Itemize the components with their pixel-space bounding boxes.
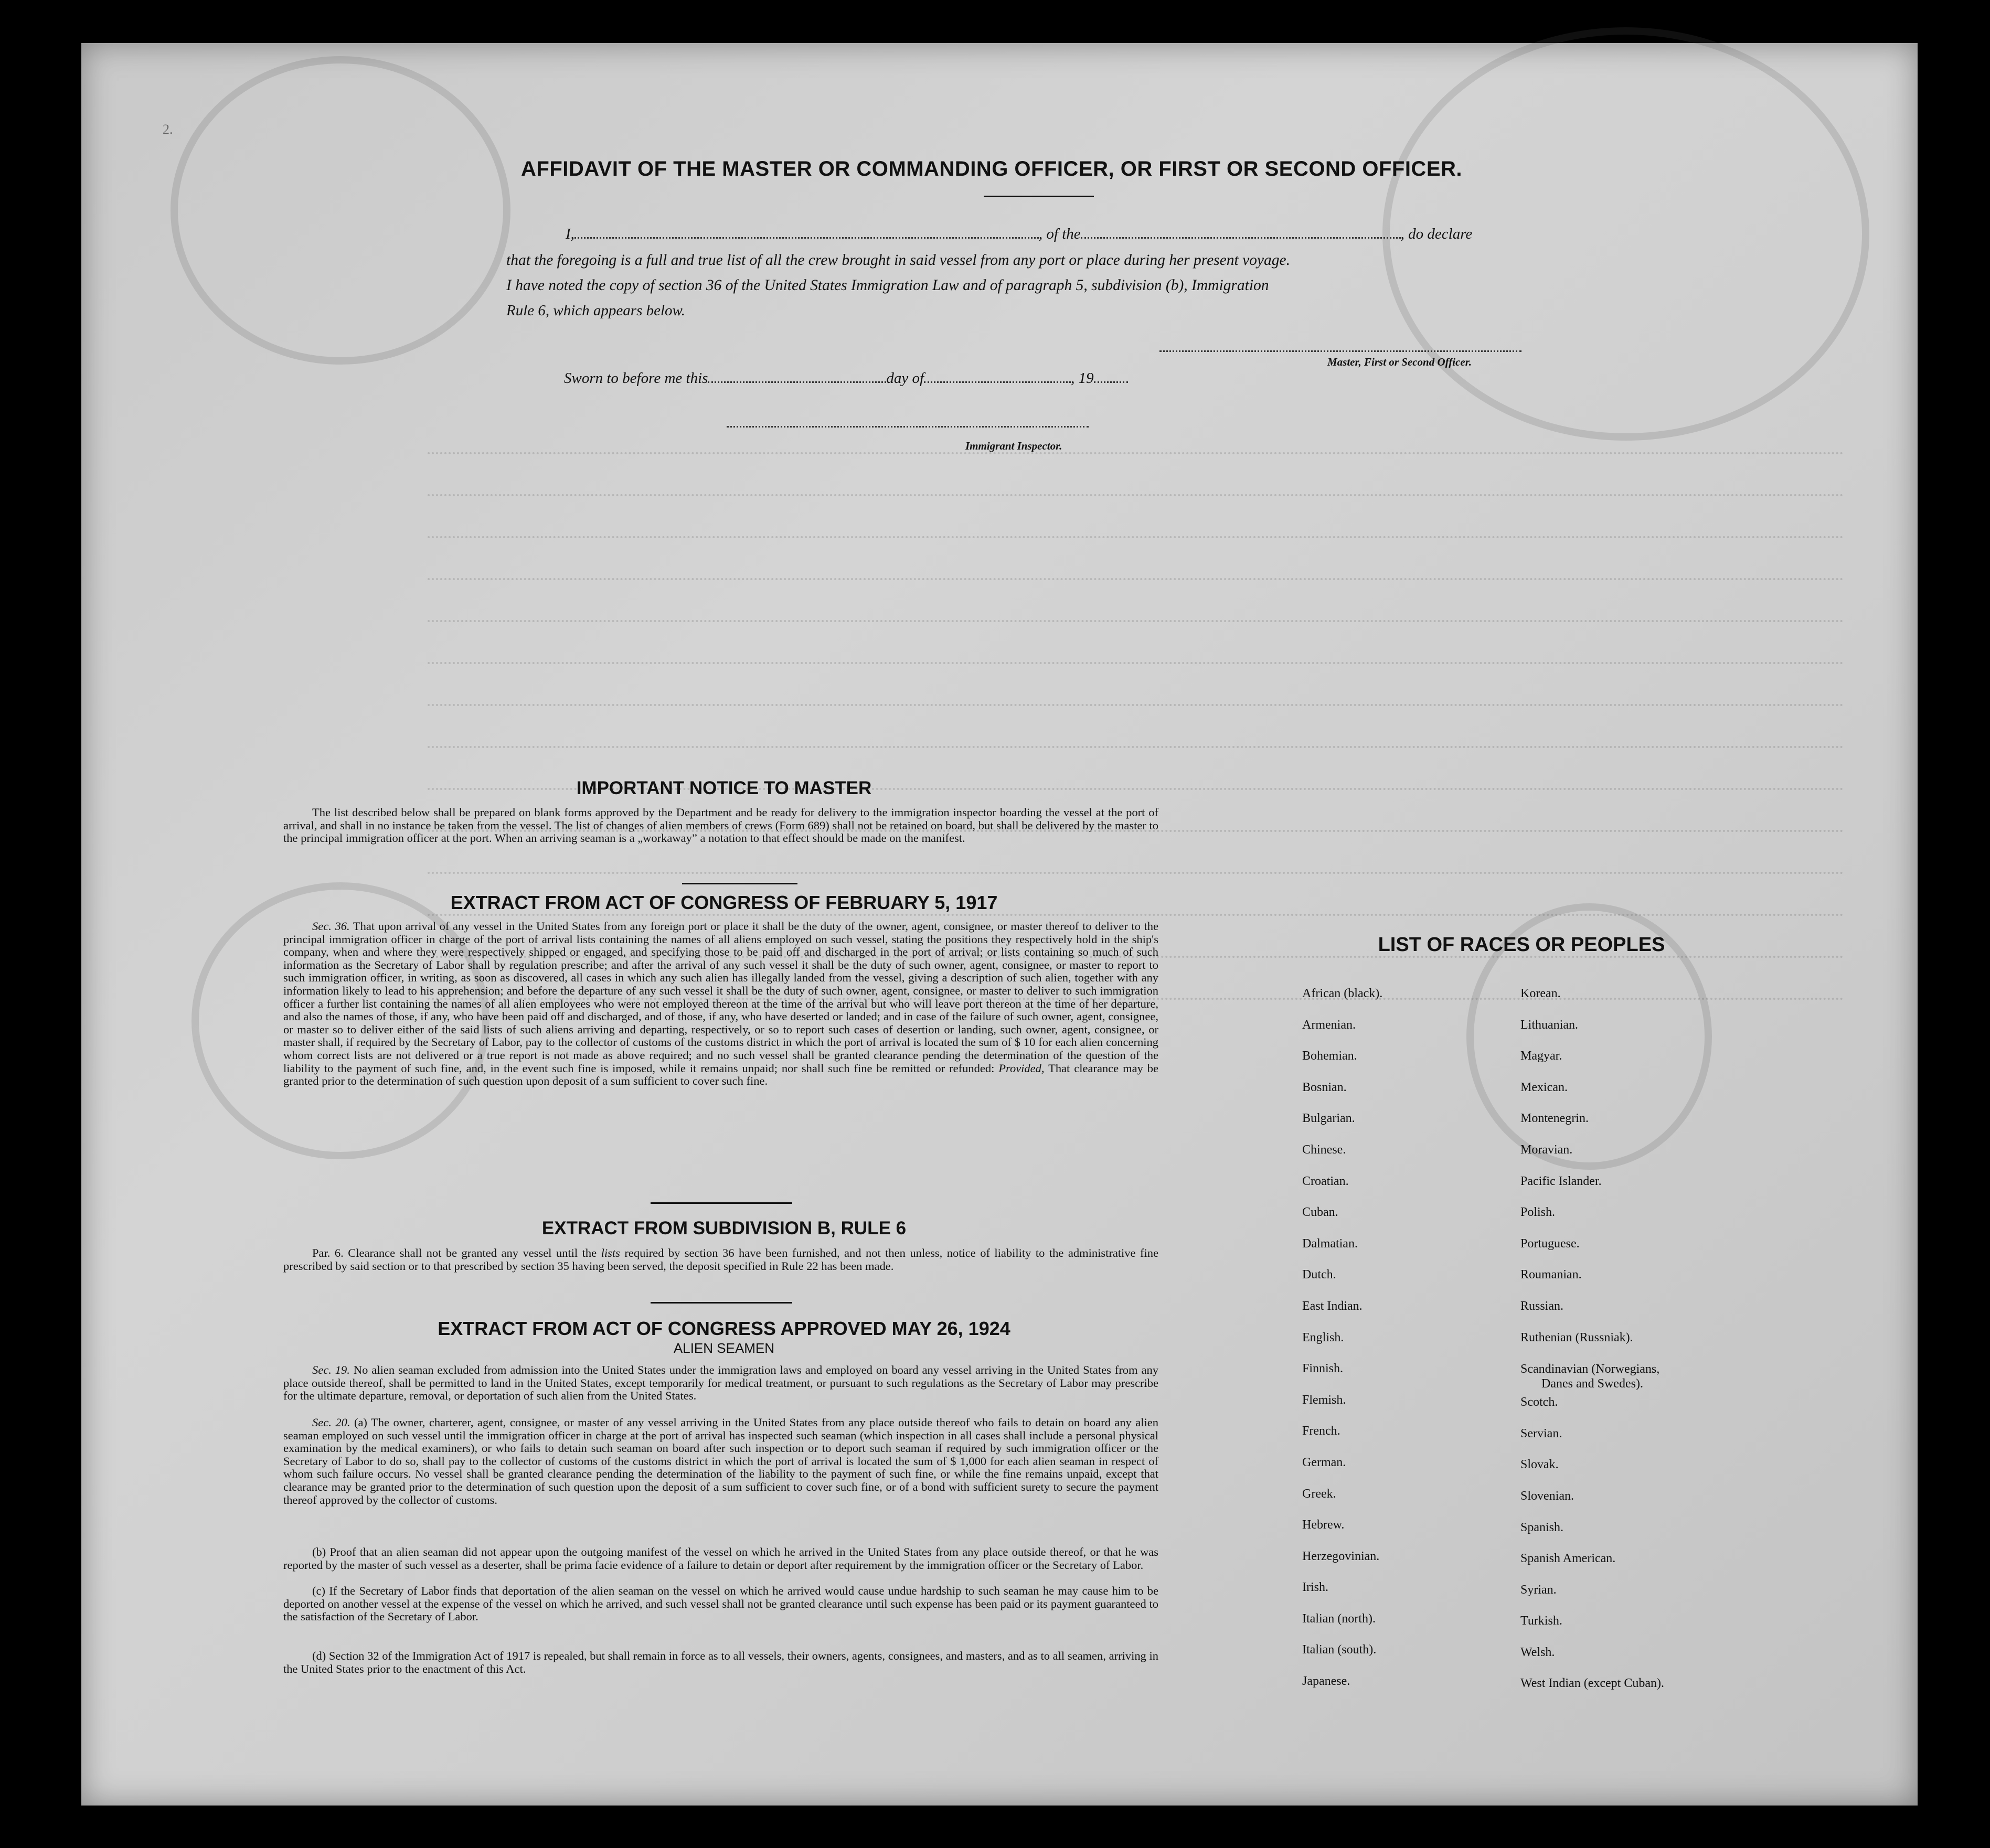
sec-20a-text: (a) The owner, charterer, agent, consignee, or master of any vessel arriving in the United States from any place outside thereof who fails to detain on board any alien seaman employed on such vessel until the immigration officer in charge at the port of arrival has inspected such seaman (which inspection in all cases shall include a personal physical examination by the medical examiners), or who fails to detain such seaman on board after such inspection or to deport such seaman if required by such immigration officer or the Secretary of Labor to do so, shall pay to the collector of customs of the customs district in which the port of arrival is located the sum of $ 1,000 for each alien seaman in respect of whom such failure occurs. No vessel shall be granted clearance pending the determination of the liability to the payment of such fine, or while the fine remains unpaid, except that clearance may be granted prior to the determination of such question upon the deposit of a sum sufficient to cover such fine, or of a bond with sufficient surety to secure the payment thereof approved by the collector of customs. <box>283 1416 1158 1507</box>
race-item: Scotch. <box>1520 1395 1558 1409</box>
signature-label: Master, First or Second Officer. <box>1327 356 1472 368</box>
race-item: Bohemian. <box>1302 1049 1357 1063</box>
affidavit-line-4: Rule 6, which appears below. <box>506 302 685 319</box>
act-1924-subheading: ALIEN SEAMEN <box>673 1340 775 1356</box>
affidavit-of-the: , of the <box>1038 226 1081 242</box>
inspector-label: Immigrant Inspector. <box>965 440 1062 452</box>
race-item: Moravian. <box>1520 1142 1573 1157</box>
race-item: Croatian. <box>1302 1174 1349 1188</box>
bleed-through-row <box>428 447 1844 454</box>
act-1917-sec-label: Sec. 36. <box>312 920 350 933</box>
act-1917-proviso: That clearance may be granted prior to the determination of such question upon deposit of a sum sufficient to cover such fine. <box>283 1061 1158 1088</box>
divider-3 <box>651 1302 792 1304</box>
bleed-through-row <box>428 489 1844 496</box>
rule-6-heading: EXTRACT FROM SUBDIVISION B, RULE 6 <box>541 1218 907 1238</box>
sec-20-label: Sec. 20. <box>312 1416 350 1429</box>
affidavit-line-2: that the foregoing is a full and true list of all the crew brought in said vessel from any port or place during her present voyage. <box>506 252 1290 269</box>
race-item: Herzegovinian. <box>1302 1549 1380 1563</box>
race-item: Lithuanian. <box>1520 1018 1578 1032</box>
sworn-year-blank[interactable] <box>1094 379 1128 383</box>
signature-line <box>1159 350 1521 352</box>
race-item: Slovak. <box>1520 1458 1559 1472</box>
bleed-through-row <box>428 699 1844 706</box>
sworn-day-blank[interactable] <box>708 379 886 383</box>
race-item: Flemish. <box>1302 1393 1346 1407</box>
sworn-line <box>564 370 1128 387</box>
bleed-through-row <box>428 573 1844 580</box>
races-heading: LIST OF RACES OR PEOPLES <box>1378 934 1665 956</box>
race-item: Ruthenian (Russniak). <box>1520 1330 1633 1344</box>
race-item: Syrian. <box>1520 1583 1557 1597</box>
race-item: Scandinavian (Norwegians, <box>1520 1362 1660 1376</box>
race-item: Finnish. <box>1302 1362 1344 1376</box>
race-item: Portuguese. <box>1520 1236 1580 1251</box>
race-item: West Indian (except Cuban). <box>1520 1676 1664 1691</box>
race-item: Spanish American. <box>1520 1552 1616 1566</box>
affidavit-line-1 <box>566 226 1472 243</box>
corner-pencil-mark: 2. <box>163 122 173 137</box>
race-item: Danes and Swedes). <box>1541 1377 1643 1391</box>
divider-2 <box>651 1202 792 1204</box>
bleed-through-row <box>428 741 1844 748</box>
notice-text: The list described below shall be prepared on blank forms approved by the Department and be ready for delivery to the immigration inspector boarding the vessel at the port of arrival, and shall in no instance be taken from the vessel. The list of changes of alien members of crews (Form 689) shall not be retained on board, but shall be delivered by the master to the principal immigration officer at the port. When an arriving seaman is a „workaway” a notation to that effect should be made on the manifest. <box>283 806 1158 845</box>
race-item: Spanish. <box>1520 1520 1564 1534</box>
race-item: Turkish. <box>1520 1614 1562 1628</box>
races-column-2 <box>1520 978 1664 1700</box>
race-item: Dutch. <box>1302 1268 1336 1282</box>
race-item: Italian (south). <box>1302 1643 1377 1657</box>
race-item: Irish. <box>1302 1580 1328 1595</box>
act-1917-body: That upon arrival of any vessel in the United States from any foreign port or place it shall be the duty of the owner, agent, consignee, or master thereof to deliver to the principal immigration officer in charge of the port of arrival lists containing the names of all aliens employed on such vessel, stating the positions they respectively hold in the ship's company, when and where they were respectively shipped or engaged, and specifying those to be paid off and discharged in the port of arrival; or lists containing so much of such information as the Secretary of Labor shall by regulation prescribe; and after the arrival of any such vessel it shall be the duty of such owner, agent, consignee, or master to report to such immigration officer, in writing, as soon as discovered, all cases in which any such alien has illegally landed from the vessel, giving a description of such alien, together with any information likely to lead to his apprehension; and before the departure of any such vessel it shall be the duty of such owner, agent, consignee, or master to deliver to such immigration officer a further list containing the names of all alien employees who were not employed thereon at the time of the arrival but who will leave port thereon at the time of her departure, and also the names of those, if any, who have been paid off and discharged, and of those, if any, who have deserted or landed; and in case of the failure of such owner, agent, consignee, or master so to deliver either of the said lists of such aliens arriving and departing, respectively, or so to report such cases of desertion or landing, such owner, agent, consignee, or master shall, if required by the Secretary of Labor, pay to the collector of customs of the customs district in which the port of arrival is located the sum of $ 10 for each alien concerning whom correct lists are not delivered or a true report is not made as above required; and no such vessel shall be granted clearance pending the determination of the question of the liability to the payment of such fine, and, in the event such fine is imposed, while it remains unpaid; nor shall such fine be remitted or refunded: <box>283 920 1158 1075</box>
bleed-through-row <box>428 615 1844 622</box>
sec-19-text: No alien seaman excluded from admission into the United States under the immigration laws and employed on board any vessel arriving in the United States from any place outside thereof, shall be permitted to land in the United States, except temporarily for medical treatment, or pursuant to such regulations as the Secretary of Labor may prescribe for the ultimate departure, removal, or deportation of such alien from the United States. <box>283 1363 1158 1403</box>
races-column-1 <box>1302 978 1382 1697</box>
race-item: Bulgarian. <box>1302 1112 1355 1126</box>
sworn-year: , 19 <box>1071 370 1094 387</box>
race-item: African (black). <box>1302 987 1383 1000</box>
sec-19-label: Sec. 19. <box>312 1363 350 1376</box>
rule-6-text-a: Par. 6. Clearance shall not be granted any vessel until the <box>312 1246 597 1259</box>
race-item: East Indian. <box>1302 1299 1363 1313</box>
race-item: Bosnian. <box>1302 1080 1347 1094</box>
act-1917-heading: EXTRACT FROM ACT OF CONGRESS OF FEBRUARY 5, 1917 <box>450 892 998 913</box>
act-1917-proviso-label: Provided, <box>998 1061 1045 1075</box>
bleed-through-seal-top-left <box>171 56 510 365</box>
race-item: Magyar. <box>1520 1049 1562 1063</box>
bleed-through-row <box>428 531 1844 538</box>
race-item: Korean. <box>1520 987 1561 1000</box>
race-item: Servian. <box>1520 1426 1562 1440</box>
act-1924-sec-20d: (d) Section 32 of the Immigration Act of 1917 is repealed, but shall remain in force as to all vessels, their owners, agents, consignees, and masters, and as to all seamen, arriving in the United States prior to the enactment of this Act. <box>283 1649 1158 1675</box>
race-item: Hebrew. <box>1302 1518 1345 1532</box>
name-blank[interactable] <box>574 235 1039 239</box>
act-1917-text <box>283 920 1158 1088</box>
title-underline <box>984 196 1094 197</box>
race-item: Dalmatian. <box>1302 1236 1358 1251</box>
race-item: Armenian. <box>1302 1018 1356 1032</box>
race-item: Roumanian. <box>1520 1268 1582 1282</box>
rule-6-text-b: required by section 36 have been furnished, and not then unless, notice of liability to the administrative fine prescribed by said section or to that prescribed by section 35 having been served, the deposit specified in Rule 22 has been made. <box>283 1246 1159 1273</box>
sworn-prefix: Sworn to before me this <box>564 370 708 387</box>
race-item: Japanese. <box>1302 1674 1350 1689</box>
affidavit-declare: , do declare <box>1400 226 1473 242</box>
bleed-through-row <box>428 657 1844 664</box>
divider-1 <box>682 883 797 884</box>
race-item: Pacific Islander. <box>1520 1174 1602 1188</box>
race-item: Slovenian. <box>1520 1489 1574 1503</box>
sworn-day-of: day of <box>886 370 924 387</box>
race-item: German. <box>1302 1455 1346 1469</box>
rule-6-lists: lists <box>601 1246 620 1259</box>
sworn-month-blank[interactable] <box>924 379 1071 383</box>
race-item: Italian (north). <box>1302 1611 1376 1626</box>
race-item: Russian. <box>1520 1299 1564 1313</box>
race-item: Montenegrin. <box>1520 1112 1589 1126</box>
affidavit-line-3: I have noted the copy of section 36 of the United States Immigration Law and of paragraph 5, subdivision (b), Immigration <box>506 277 1269 294</box>
race-item: English. <box>1302 1330 1344 1344</box>
notice-heading: IMPORTANT NOTICE TO MASTER <box>576 778 872 798</box>
rule-6-text <box>283 1247 1158 1273</box>
race-item: Cuban. <box>1302 1205 1338 1220</box>
act-1924-sec-20c: (c) If the Secretary of Labor finds that deportation of the alien seaman on the vessel on which he arrived would cause undue hardship to such seaman he may cause him to be deported on another vessel at the expense of the vessel on which he arrived, and such vessel shall not be granted clearance until such expense has been paid or its payment guaranteed to the satisfaction of the Secretary of Labor. <box>283 1584 1158 1623</box>
race-item: Mexican. <box>1520 1080 1568 1094</box>
vessel-blank[interactable] <box>1081 235 1401 239</box>
race-item: Chinese. <box>1302 1142 1346 1157</box>
affidavit-i: I, <box>566 226 574 242</box>
act-1924-sec-19 <box>283 1364 1158 1403</box>
act-1924-heading: EXTRACT FROM ACT OF CONGRESS APPROVED MAY 26, 1924 <box>438 1318 1010 1339</box>
race-item: French. <box>1302 1424 1340 1438</box>
act-1924-sec-20a <box>283 1416 1158 1507</box>
race-item: Greek. <box>1302 1487 1336 1501</box>
race-item: Welsh. <box>1520 1645 1555 1659</box>
affidavit-title: AFFIDAVIT OF THE MASTER OR COMMANDING OFFICER, OR FIRST OR SECOND OFFICER. <box>521 157 1462 180</box>
act-1924-sec-20b: (b) Proof that an alien seaman did not appear upon the outgoing manifest of the vessel on which he arrived in the United States from any place outside thereof, or that he was reported by the master of such vessel as a deserter, shall be prima facie evidence of a failure to detain or deport after requirement by the immigration officer or the Secretary of Labor. <box>283 1545 1158 1572</box>
bleed-through-row <box>428 867 1844 874</box>
inspector-line <box>727 426 1089 428</box>
race-item: Polish. <box>1520 1205 1556 1220</box>
